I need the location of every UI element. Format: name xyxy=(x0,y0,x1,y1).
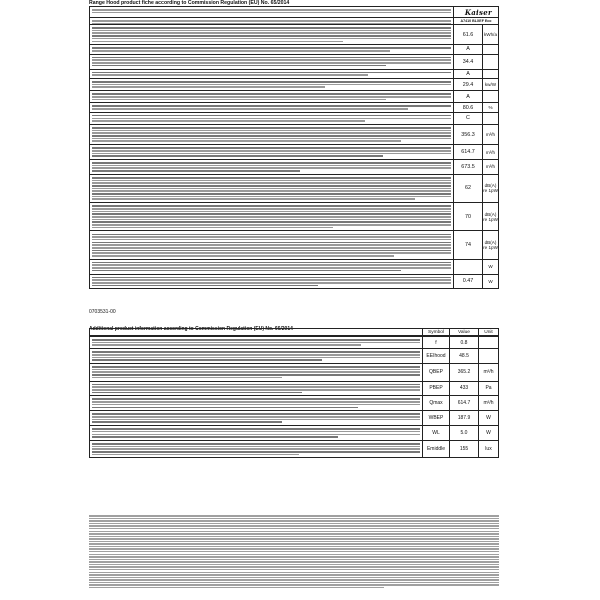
fiche-row xyxy=(90,259,498,274)
brand-row xyxy=(90,7,498,17)
fiche-row-description xyxy=(90,275,453,289)
info-row xyxy=(90,381,498,396)
fiche-row-unit: dB(A) re 1pW xyxy=(482,203,498,230)
brand-cell xyxy=(453,7,498,17)
fiche-row xyxy=(90,124,498,144)
fiche-row-description xyxy=(90,175,453,202)
info-row-value: 5.0 xyxy=(449,426,478,440)
info-row xyxy=(90,336,498,348)
fiche-row-unit xyxy=(482,113,498,124)
footnotes-block xyxy=(89,514,499,589)
fiche-row-value: 673.5 xyxy=(453,160,482,174)
value-header: Value xyxy=(449,329,478,335)
fiche-row xyxy=(90,144,498,159)
additional-info-table xyxy=(89,328,499,458)
fiche-row-value xyxy=(453,260,482,274)
fiche-row-value: A xyxy=(453,91,482,102)
model-name: A7410 BLXEF Eco xyxy=(460,19,492,23)
info-row-symbol: f xyxy=(422,337,449,348)
info-row-unit: W xyxy=(478,411,498,425)
info-row-description xyxy=(90,337,422,348)
fiche-row-description xyxy=(90,125,453,144)
fiche-row xyxy=(90,202,498,230)
fiche-row xyxy=(90,174,498,202)
fiche-row-description xyxy=(90,260,453,274)
info-row-symbol: Qmax xyxy=(422,396,449,410)
fiche-row-description xyxy=(90,103,453,111)
fiche-row-description xyxy=(90,91,453,102)
info-row-description xyxy=(90,396,422,410)
brand-description-cell xyxy=(90,7,453,17)
fiche-row-unit xyxy=(482,45,498,53)
fiche-row-unit: kWh/a xyxy=(482,25,498,44)
fiche-row-value: 29.4 xyxy=(453,79,482,90)
fiche-row-description xyxy=(90,79,453,90)
bottom-table-title: Additional product information according to Commission Regulation (EU) No. 66/2014 xyxy=(89,326,293,332)
brand-logo: Kaiser xyxy=(464,8,492,17)
fiche-row-value: 70 xyxy=(453,203,482,230)
info-row-unit: lux xyxy=(478,441,498,458)
bottom-table-header xyxy=(90,329,498,336)
fiche-row xyxy=(90,102,498,111)
fiche-row-value: C xyxy=(453,113,482,124)
fiche-row xyxy=(90,78,498,90)
info-row-description xyxy=(90,364,422,381)
fiche-row xyxy=(90,69,498,78)
info-row-value: 48.5 xyxy=(449,349,478,363)
info-row-symbol: PBEP xyxy=(422,382,449,396)
info-row-unit: Pa xyxy=(478,382,498,396)
fiche-row-unit: m³/h xyxy=(482,125,498,144)
model-description-cell xyxy=(90,18,453,24)
fiche-row-description xyxy=(90,45,453,53)
fiche-row-unit: dB(A) re 1pW xyxy=(482,231,498,258)
info-row xyxy=(90,363,498,381)
fiche-row-description xyxy=(90,145,453,159)
fiche-row-unit xyxy=(482,91,498,102)
fiche-row-unit: m³/h xyxy=(482,160,498,174)
info-row-value: 187.9 xyxy=(449,411,478,425)
fiche-row-unit: dB(A) re 1pW xyxy=(482,175,498,202)
info-row-symbol: EEIhood xyxy=(422,349,449,363)
fiche-row xyxy=(90,44,498,53)
fiche-row-value: 74 xyxy=(453,231,482,258)
fiche-row-description xyxy=(90,113,453,124)
info-row-symbol: WBEP xyxy=(422,411,449,425)
fiche-row xyxy=(90,54,498,69)
document-code: 0703531-00 xyxy=(89,309,116,315)
fiche-row-value: 614.7 xyxy=(453,145,482,159)
info-row-value: 155 xyxy=(449,441,478,458)
fiche-row-unit: kw/W xyxy=(482,79,498,90)
info-row-unit xyxy=(478,337,498,348)
fiche-row-unit: m³/h xyxy=(482,145,498,159)
info-row-value: 433 xyxy=(449,382,478,396)
fiche-row-description xyxy=(90,25,453,44)
range-hood-fiche-table xyxy=(89,6,499,289)
info-row-symbol: WL xyxy=(422,426,449,440)
fiche-row-value: 61.6 xyxy=(453,25,482,44)
fiche-row-unit: W xyxy=(482,260,498,274)
top-table-title: Range Hood product fiche according to Commission Regulation (EU) No. 65/2014 xyxy=(89,0,290,6)
fiche-row xyxy=(90,274,498,289)
info-row xyxy=(90,440,498,458)
fiche-row-value: A xyxy=(453,45,482,53)
fiche-row-description xyxy=(90,55,453,69)
info-row-value: 614.7 xyxy=(449,396,478,410)
fiche-row xyxy=(90,230,498,258)
info-row-unit: m³/h xyxy=(478,396,498,410)
fiche-row xyxy=(90,112,498,124)
info-row-value: 0.8 xyxy=(449,337,478,348)
fiche-row-value: A xyxy=(453,70,482,78)
info-row-unit: m³/h xyxy=(478,364,498,381)
info-row xyxy=(90,348,498,363)
info-row-description xyxy=(90,349,422,363)
info-row xyxy=(90,425,498,440)
fiche-row-description xyxy=(90,231,453,258)
info-row-description xyxy=(90,426,422,440)
fiche-row-value: 356.3 xyxy=(453,125,482,144)
info-row-unit xyxy=(478,349,498,363)
fiche-row xyxy=(90,159,498,174)
fiche-row-value: 34.4 xyxy=(453,55,482,69)
fiche-row-value: 62 xyxy=(453,175,482,202)
fiche-row-description xyxy=(90,203,453,230)
fiche-row-unit xyxy=(482,55,498,69)
fiche-row-unit xyxy=(482,70,498,78)
info-row-description xyxy=(90,441,422,458)
fiche-row-value: 80.6 xyxy=(453,103,482,111)
info-row-symbol: Emiddle xyxy=(422,441,449,458)
fiche-row-value: 0.47 xyxy=(453,275,482,289)
unit-header: Unit xyxy=(478,329,498,335)
model-cell xyxy=(453,18,498,24)
fiche-row xyxy=(90,90,498,102)
info-row-symbol: QBEP xyxy=(422,364,449,381)
fiche-row xyxy=(90,24,498,44)
info-row-description xyxy=(90,411,422,425)
info-row-unit: W xyxy=(478,426,498,440)
fiche-row-description xyxy=(90,160,453,174)
info-row xyxy=(90,410,498,425)
info-row xyxy=(90,395,498,410)
fiche-row-unit: % xyxy=(482,103,498,111)
info-row-description xyxy=(90,382,422,396)
symbol-header: Symbol xyxy=(422,329,449,335)
fiche-row-unit: W xyxy=(482,275,498,289)
model-row xyxy=(90,17,498,24)
info-row-value: 365.2 xyxy=(449,364,478,381)
fiche-row-description xyxy=(90,70,453,78)
